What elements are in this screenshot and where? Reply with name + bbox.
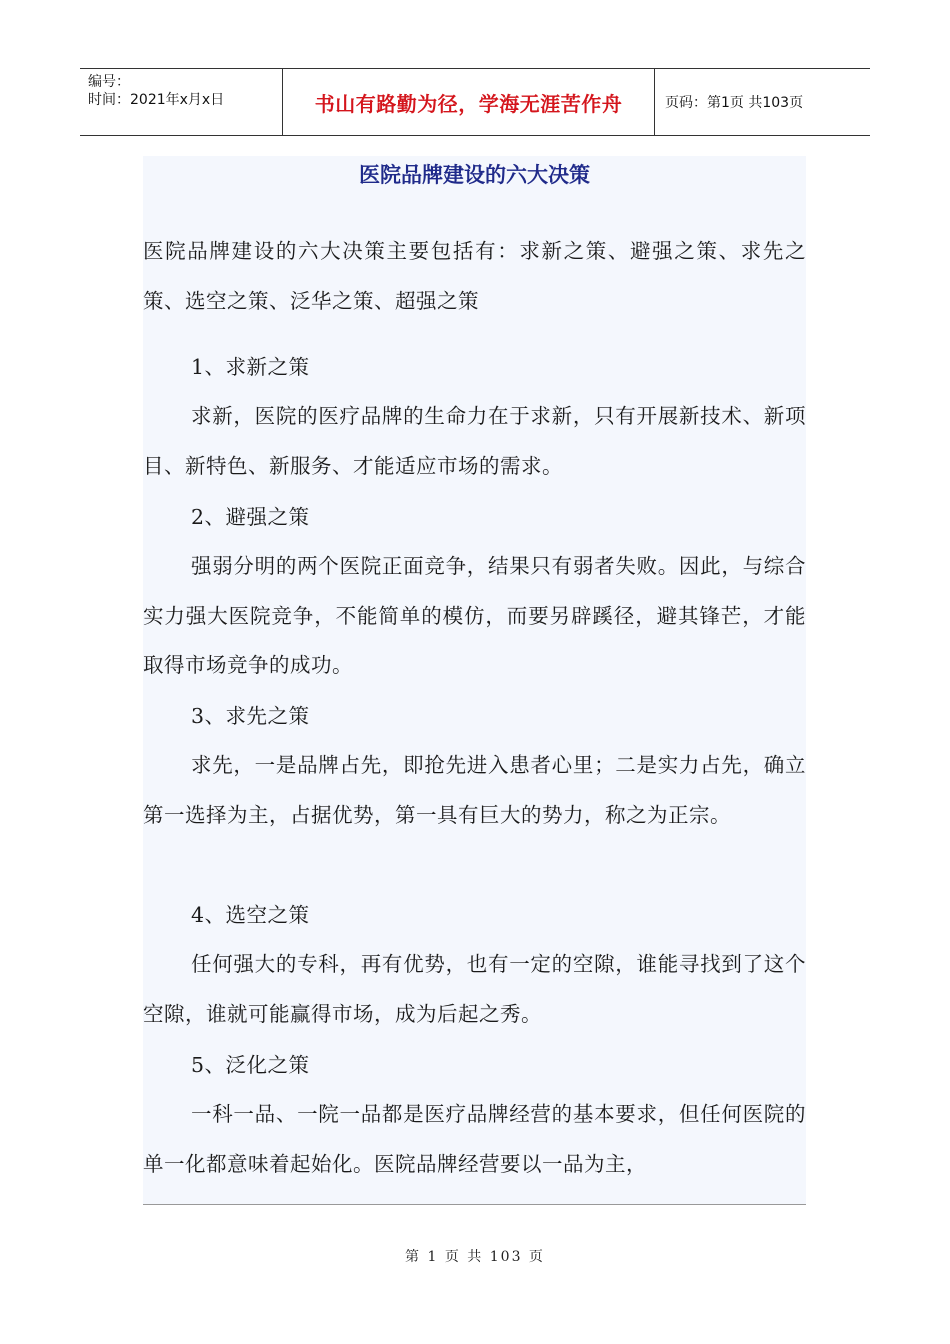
section-heading: 4、选空之策 [191, 903, 310, 927]
header-page-info: 页码：第1页 共103页 [665, 95, 804, 111]
intro-paragraph: 医院品牌建设的六大决策主要包括有：求新之策、避强之策、求先之策、选空之策、泛华之策、超强之策 [143, 239, 806, 313]
page-footer: 第 1 页 共 103 页 [405, 1249, 545, 1265]
document-header [80, 68, 870, 136]
section-body: 强弱分明的两个医院正面竞争，结果只有弱者失败。因此，与综合实力强大医院竞争，不能简单的模仿，而要另辟蹊径，避其锋芒，才能取得市场竞争的成功。 [143, 554, 806, 677]
header-meta [80, 69, 283, 135]
section-heading: 1、求新之策 [191, 355, 310, 379]
section-body: 任何强大的专科，再有优势，也有一定的空隙，谁能寻找到了这个空隙，谁就可能赢得市场，成为后起之秀。 [143, 952, 806, 1026]
section-heading: 3、求先之策 [191, 704, 310, 728]
number-label: 编号： [88, 74, 130, 90]
date-label: 时间：2021年x月x日 [88, 92, 225, 108]
content-bottom-rule [143, 1204, 806, 1205]
section-body: 求先，一是品牌占先，即抢先进入患者心里；二是实力占先，确立第一选择为主，占据优势，第一具有巨大的势力，称之为正宗。 [143, 753, 806, 827]
section-body: 一科一品、一院一品都是医疗品牌经营的基本要求，但任何医院的单一化都意味着起始化。医院品牌经营要以一品为主， [143, 1102, 806, 1176]
header-motto: 书山有路勤为径，学海无涯苦作舟 [283, 69, 655, 135]
document-body [143, 156, 806, 1204]
section-heading: 2、避强之策 [191, 505, 310, 529]
section-heading: 5、泛化之策 [191, 1053, 310, 1077]
document-title: 医院品牌建设的六大决策 [359, 162, 590, 187]
section-body: 求新，医院的医疗品牌的生命力在于求新，只有开展新技术、新项目、新特色、新服务、才能适应市场的需求。 [143, 404, 806, 478]
